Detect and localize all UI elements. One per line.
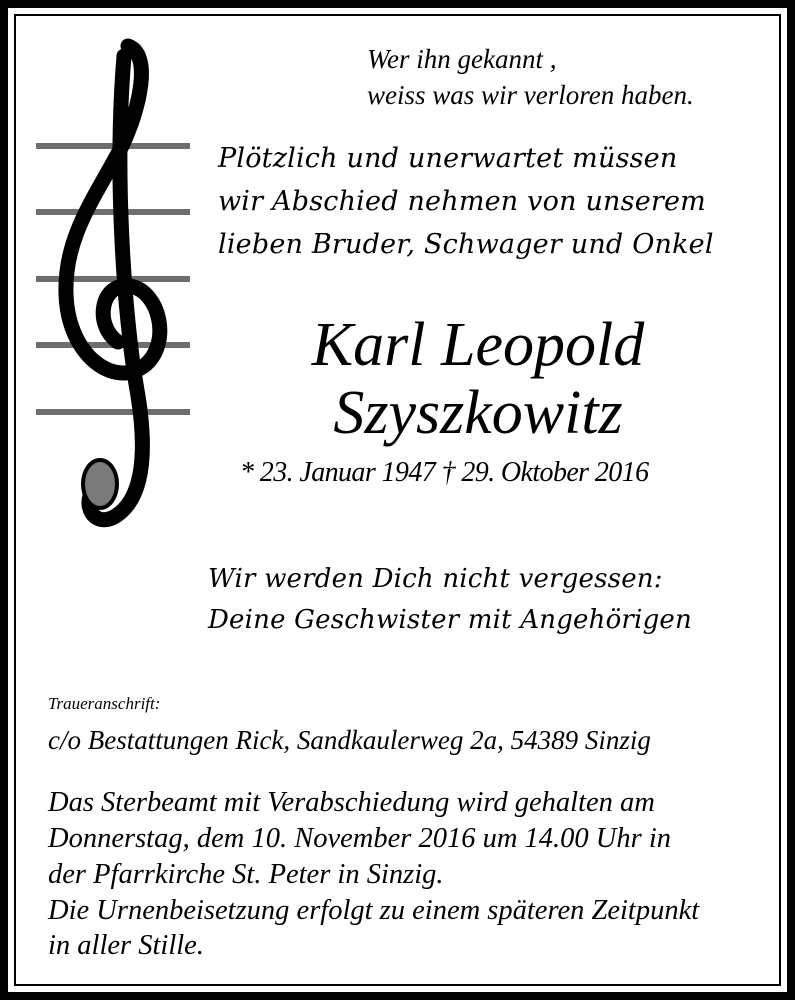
intro-line-1: Plötzlich und unerwartet müssen [218, 143, 678, 174]
deceased-surname: Szyszkowitz [333, 379, 623, 447]
clef-dot [83, 460, 117, 508]
intro-line-3: lieben Bruder, Schwager und Onkel [218, 229, 714, 260]
treble-clef-icon [34, 36, 194, 536]
clef-curve [66, 46, 160, 520]
life-dates: * 23. Januar 1947 † 29. Oktober 2016 [240, 457, 649, 488]
closing-line-2: Deine Geschwister mit Angehörigen [208, 605, 692, 635]
motto-line-1: Wer ihn gekannt , [367, 44, 557, 74]
intro-line-2: wir Abschied nehmen von unserem [218, 186, 706, 217]
service-line-5: in aller Stille. [48, 930, 204, 961]
service-line-3: der Pfarrkirche St. Peter in Sinzig. [48, 859, 444, 890]
motto-line-2: weiss was wir verloren haben. [367, 80, 694, 110]
mourning-address: c/o Bestattungen Rick, Sandkaulerweg 2a, 54389 Sinzig [48, 725, 651, 755]
deceased-first-names: Karl Leopold [311, 311, 645, 379]
service-line-2: Donnerstag, dem 10. November 2016 um 14.00 Uhr in [48, 823, 671, 854]
service-line-4: Die Urnenbeisetzung erfolgt zu einem späteren Zeitpunkt [48, 895, 700, 926]
service-line-1: Das Sterbeamt mit Verabschiedung wird gehalten am [48, 787, 655, 818]
closing-line-1: Wir werden Dich nicht vergessen: [208, 564, 663, 594]
address-label: Traueranschrift: [48, 694, 161, 713]
